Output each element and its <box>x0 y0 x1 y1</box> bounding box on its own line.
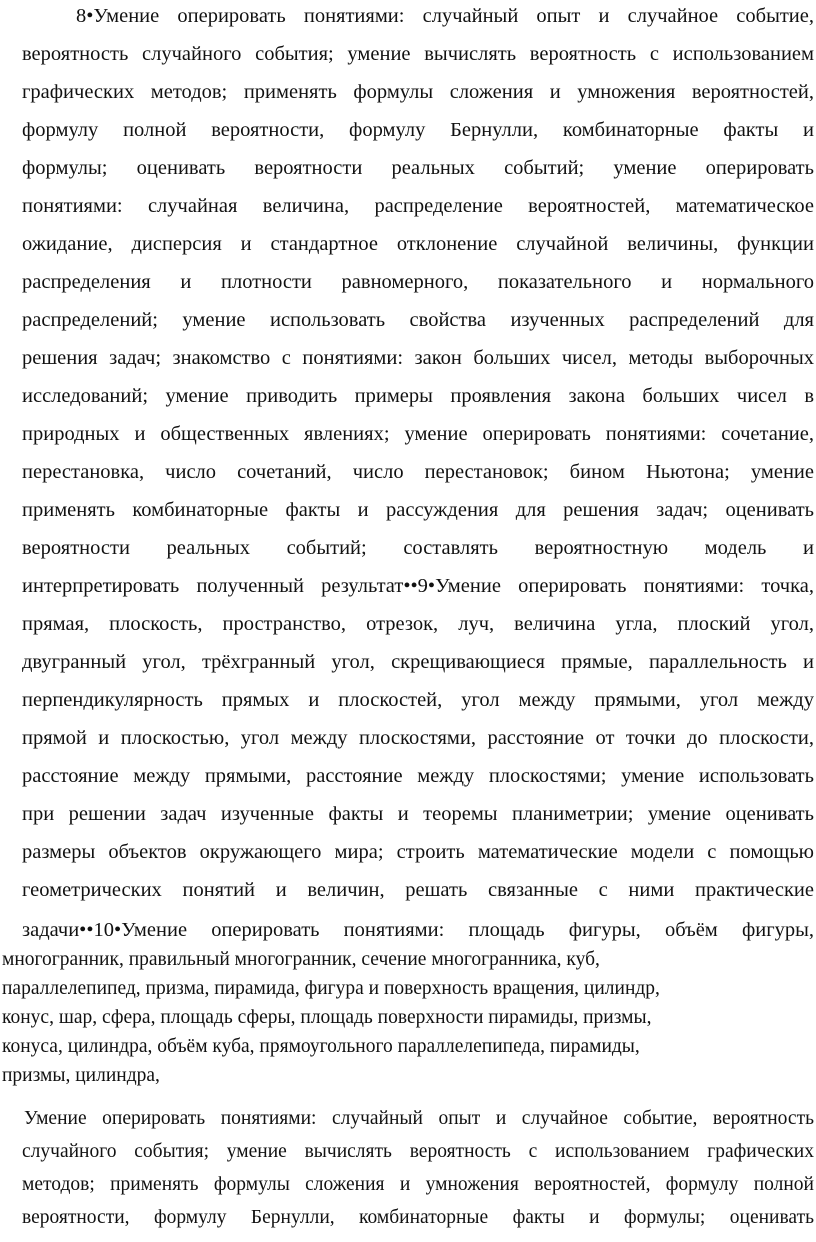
text-line: при решении задач изученные факты и теоремы планиметрии; умение оценивать <box>22 803 814 825</box>
text-line: конус, шар, сфера, площадь сферы, площадь поверхности пирамиды, призмы, <box>2 1007 652 1028</box>
text-line: прямой и плоскостью, угол между плоскостями, расстояние от точки до плоскости, <box>22 727 814 749</box>
text-line: исследований; умение приводить примеры проявления закона больших чисел в <box>22 385 814 407</box>
text-line: вероятность случайного события; умение вычислять вероятность с использованием <box>22 43 814 65</box>
text-line: случайного события; умение вычислять вероятность с использованием графических <box>22 1141 814 1162</box>
text-line: вероятности реальных событий; составлять вероятностную модель и <box>22 537 814 559</box>
text-line: применять комбинаторные факты и рассуждения для решения задач; оценивать <box>22 499 814 521</box>
text-line: прямая, плоскость, пространство, отрезок, луч, величина угла, плоский угол, <box>22 613 814 635</box>
text-line: Умение оперировать понятиями: случайный опыт и случайное событие, вероятность <box>24 1108 814 1129</box>
text-line: ожидание, дисперсия и стандартное отклонение случайной величины, функции <box>22 233 814 255</box>
text-line: расстояние между прямыми, расстояние между плоскостями; умение использовать <box>22 765 814 787</box>
text-line: распределений; умение использовать свойства изученных распределений для <box>22 309 814 331</box>
text-line: решения задач; знакомство с понятиями: закон больших чисел, методы выборочных <box>22 347 814 369</box>
text-line: формулы; оценивать вероятности реальных событий; умение оперировать <box>22 157 814 179</box>
text-line: размеры объектов окружающего мира; строить математические модели с помощью <box>22 841 814 863</box>
text-line: вероятности, формулу Бернулли, комбинаторные факты и формулы; оценивать <box>22 1207 814 1228</box>
text-line: конуса, цилиндра, объём куба, прямоугольного параллелепипеда, пирамиды, <box>2 1036 640 1057</box>
text-line: графических методов; применять формулы сложения и умножения вероятностей, <box>22 81 814 103</box>
text-line: призмы, цилиндра, <box>2 1065 160 1086</box>
text-line: 8•Умение оперировать понятиями: случайный опыт и случайное событие, <box>76 5 814 27</box>
text-line: интерпретировать полученный результат••9•Умение оперировать понятиями: точка, <box>22 575 814 597</box>
text-line: методов; применять формулы сложения и умножения вероятностей, формулу полной <box>22 1174 814 1195</box>
text-line: формулу полной вероятности, формулу Бернулли, комбинаторные факты и <box>22 119 814 141</box>
text-line: параллелепипед, призма, пирамида, фигура и поверхность вращения, цилиндр, <box>2 978 660 999</box>
text-line: природных и общественных явлениях; умение оперировать понятиями: сочетание, <box>22 423 814 445</box>
text-line: геометрических понятий и величин, решать связанные с ними практические <box>22 879 814 901</box>
text-line: перпендикулярность прямых и плоскостей, угол между прямыми, угол между <box>22 689 814 711</box>
text-line: задачи••10•Умение оперировать понятиями: площадь фигуры, объём фигуры, <box>22 919 814 941</box>
text-line: понятиями: случайная величина, распределение вероятностей, математическое <box>22 195 814 217</box>
text-line: двугранный угол, трёхгранный угол, скрещивающиеся прямые, параллельность и <box>22 651 814 673</box>
text-line: перестановка, число сочетаний, число перестановок; бином Ньютона; умение <box>22 461 814 483</box>
text-line: распределения и плотности равномерного, показательного и нормального <box>22 271 814 293</box>
text-line: многогранник, правильный многогранник, сечение многогранника, куб, <box>2 949 600 970</box>
